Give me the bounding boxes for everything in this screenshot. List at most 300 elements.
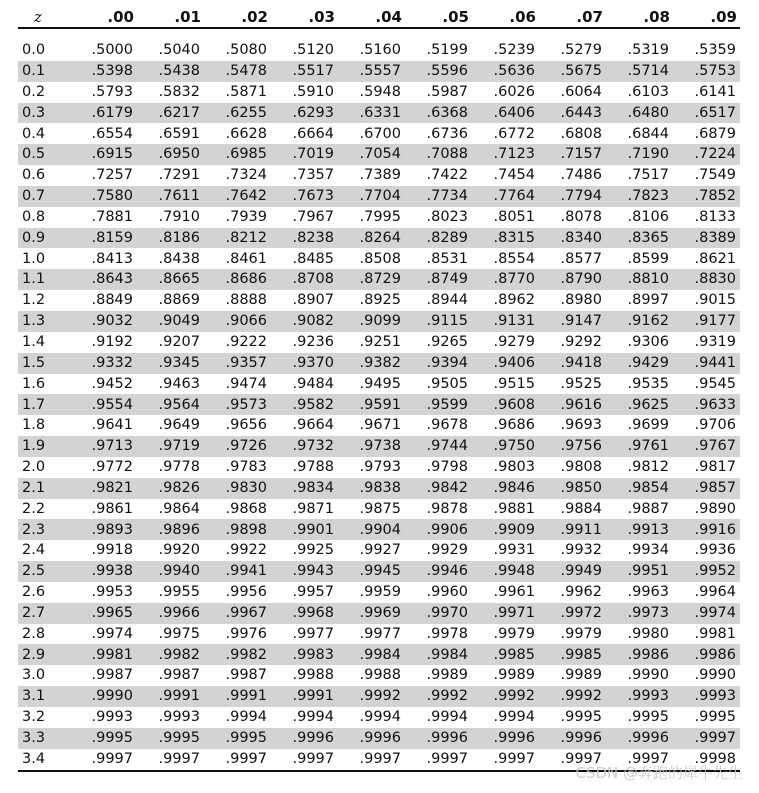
probability-cell: .7088 (405, 144, 472, 165)
table-row (18, 165, 740, 186)
table-row (18, 186, 740, 207)
probability-cell: .5279 (560, 42, 602, 59)
probability-cell: .9996 (472, 728, 539, 749)
probability-cell: .9767 (673, 436, 740, 457)
probability-cell: .8531 (426, 250, 468, 267)
table-row (18, 394, 740, 415)
probability-cell: .8770 (472, 269, 539, 290)
probability-cell: .9997 (539, 749, 606, 771)
probability-cell: .9591 (338, 394, 405, 415)
z-value-cell: 3.0 (22, 667, 46, 684)
probability-cell: .8944 (426, 292, 468, 309)
probability-cell: .9032 (70, 311, 137, 332)
probability-cell: .8264 (338, 228, 405, 249)
probability-cell: .8023 (426, 208, 468, 225)
probability-cell: .9943 (271, 561, 338, 582)
probability-cell: .9798 (426, 459, 468, 476)
probability-cell: .9971 (472, 603, 539, 624)
table-row (18, 540, 740, 561)
probability-cell: .9909 (472, 519, 539, 540)
probability-cell: .9850 (539, 478, 606, 499)
probability-cell: .9608 (472, 394, 539, 415)
table-row (18, 248, 740, 269)
probability-cell: .9997 (70, 749, 137, 771)
probability-cell: .9997 (405, 749, 472, 771)
probability-cell: .9505 (426, 375, 468, 392)
z-value-cell: 3.3 (18, 728, 70, 749)
probability-cell: .8340 (539, 228, 606, 249)
probability-cell: .7852 (673, 186, 740, 207)
probability-cell: .9931 (493, 542, 535, 559)
probability-cell: .6406 (472, 103, 539, 124)
probability-cell: .6628 (225, 125, 267, 142)
probability-cell: .9706 (694, 417, 736, 434)
probability-cell: .9147 (539, 311, 606, 332)
z-value-cell: 2.5 (18, 561, 70, 582)
probability-cell: .9978 (426, 625, 468, 642)
probability-cell: .9991 (204, 686, 271, 707)
probability-cell: .7357 (292, 167, 334, 184)
probability-cell: .9963 (627, 584, 669, 601)
probability-cell: .8643 (70, 269, 137, 290)
probability-cell: .5120 (292, 42, 334, 59)
probability-cell: .9996 (271, 728, 338, 749)
probability-cell: .9738 (338, 436, 405, 457)
table-row (18, 269, 740, 290)
probability-cell: .9783 (225, 459, 267, 476)
probability-cell: .9992 (539, 686, 606, 707)
z-value-cell: 1.5 (18, 353, 70, 374)
probability-cell: .9979 (560, 625, 602, 642)
probability-cell: .9162 (606, 311, 673, 332)
probability-cell: .8810 (606, 269, 673, 290)
column-header: .05 (405, 7, 472, 28)
table-row (18, 582, 740, 603)
z-value-cell: 3.2 (22, 709, 46, 726)
probability-cell: .9732 (271, 436, 338, 457)
probability-cell: .9236 (292, 333, 334, 350)
probability-cell: .8508 (359, 250, 401, 267)
table-row (18, 457, 740, 478)
z-value-cell: 2.2 (22, 500, 46, 517)
probability-cell: .5359 (694, 42, 736, 59)
probability-cell: .9911 (539, 519, 606, 540)
probability-cell: .9251 (359, 333, 401, 350)
z-value-cell: 3.1 (18, 686, 70, 707)
probability-cell: .9984 (338, 644, 405, 665)
probability-cell: .9982 (137, 644, 204, 665)
probability-cell: .7054 (338, 144, 405, 165)
probability-cell: .9750 (472, 436, 539, 457)
probability-cell: .5398 (70, 61, 137, 82)
probability-cell: .9726 (204, 436, 271, 457)
probability-cell: .9332 (70, 353, 137, 374)
probability-cell: .7939 (225, 208, 267, 225)
z-value-cell: 0.4 (22, 125, 46, 142)
probability-cell: .9997 (673, 728, 740, 749)
table-row (18, 374, 740, 395)
probability-cell: .9977 (292, 625, 334, 642)
z-value-cell: 1.6 (22, 375, 46, 392)
probability-cell: .9986 (606, 644, 673, 665)
table-row (18, 728, 740, 749)
probability-cell: .9345 (137, 353, 204, 374)
probability-cell: .9951 (606, 561, 673, 582)
probability-cell: .9686 (493, 417, 535, 434)
probability-cell: .9854 (606, 478, 673, 499)
probability-cell: .8925 (359, 292, 401, 309)
probability-cell: .9973 (606, 603, 673, 624)
probability-cell: .9370 (271, 353, 338, 374)
probability-cell: .9793 (359, 459, 401, 476)
probability-cell: .9982 (204, 644, 271, 665)
probability-cell: .9756 (539, 436, 606, 457)
probability-cell: .9986 (673, 644, 740, 665)
probability-cell: .9904 (338, 519, 405, 540)
probability-cell: .9898 (204, 519, 271, 540)
probability-cell: .9997 (271, 749, 338, 771)
probability-cell: .8078 (560, 208, 602, 225)
probability-cell: .5753 (673, 61, 740, 82)
probability-cell: .9962 (560, 584, 602, 601)
probability-cell: .6554 (91, 125, 133, 142)
probability-cell: .9994 (426, 709, 468, 726)
probability-cell: .9983 (271, 644, 338, 665)
z-value-cell: 2.4 (22, 542, 46, 559)
probability-cell: .9846 (472, 478, 539, 499)
z-value-cell: 2.8 (22, 625, 46, 642)
probability-cell: .9821 (70, 478, 137, 499)
probability-cell: .9406 (472, 353, 539, 374)
probability-cell: .8238 (271, 228, 338, 249)
z-value-cell: 0.6 (22, 167, 46, 184)
probability-cell: .8980 (560, 292, 602, 309)
probability-cell: .5793 (91, 83, 133, 100)
probability-cell: .9993 (91, 709, 133, 726)
probability-cell: .9988 (359, 667, 401, 684)
probability-cell: .9987 (91, 667, 133, 684)
probability-cell: .9207 (158, 333, 200, 350)
probability-cell: .9664 (292, 417, 334, 434)
probability-cell: .8485 (292, 250, 334, 267)
z-value-cell: 2.9 (18, 644, 70, 665)
probability-cell: .9319 (694, 333, 736, 350)
probability-cell: .5596 (405, 61, 472, 82)
table-row (18, 103, 740, 124)
probability-cell: .9925 (292, 542, 334, 559)
probability-cell: .5832 (158, 83, 200, 100)
table-row (18, 436, 740, 457)
probability-cell: .9981 (694, 625, 736, 642)
probability-cell: .9868 (225, 500, 267, 517)
probability-cell: .9918 (91, 542, 133, 559)
probability-cell: .9671 (359, 417, 401, 434)
probability-cell: .9991 (271, 686, 338, 707)
probability-cell: .9808 (560, 459, 602, 476)
probability-cell: .7224 (673, 144, 740, 165)
probability-cell: .6255 (204, 103, 271, 124)
z-value-cell: 2.7 (18, 603, 70, 624)
probability-cell: .9817 (694, 459, 736, 476)
probability-cell: .9985 (539, 644, 606, 665)
probability-cell: .9495 (359, 375, 401, 392)
probability-cell: .9993 (673, 686, 740, 707)
z-value-cell: 1.8 (22, 417, 46, 434)
probability-cell: .7257 (91, 167, 133, 184)
probability-cell: .9306 (627, 333, 669, 350)
probability-cell: .7995 (359, 208, 401, 225)
probability-cell: .9964 (694, 584, 736, 601)
z-value-cell: 0.3 (18, 103, 70, 124)
probability-cell: .6915 (70, 144, 137, 165)
probability-cell: .7967 (292, 208, 334, 225)
probability-cell: .6736 (426, 125, 468, 142)
probability-cell: .9803 (493, 459, 535, 476)
probability-cell: .5636 (472, 61, 539, 82)
probability-cell: .9993 (158, 709, 200, 726)
probability-cell: .9830 (204, 478, 271, 499)
probability-cell: .9625 (606, 394, 673, 415)
probability-cell: .6985 (204, 144, 271, 165)
probability-cell: .9699 (627, 417, 669, 434)
probability-cell: .8315 (472, 228, 539, 249)
z-value-cell: 2.0 (22, 459, 46, 476)
probability-cell: .9222 (225, 333, 267, 350)
column-header: .06 (472, 7, 539, 28)
probability-cell: .9441 (673, 353, 740, 374)
probability-cell: .9066 (204, 311, 271, 332)
probability-cell: .6808 (560, 125, 602, 142)
probability-cell: .9995 (694, 709, 736, 726)
z-value-cell: 0.1 (18, 61, 70, 82)
probability-cell: .7881 (91, 208, 133, 225)
table-row (18, 415, 740, 436)
probability-cell: .9995 (560, 709, 602, 726)
z-value-cell: 1.1 (18, 269, 70, 290)
probability-cell: .9082 (271, 311, 338, 332)
probability-cell: .7324 (225, 167, 267, 184)
probability-cell: .7486 (560, 167, 602, 184)
z-value-cell: 1.4 (22, 333, 46, 350)
probability-cell: .9861 (91, 500, 133, 517)
probability-cell: .9955 (158, 584, 200, 601)
probability-cell: .9881 (493, 500, 535, 517)
probability-cell: .7517 (627, 167, 669, 184)
probability-cell: .9941 (204, 561, 271, 582)
z-value-cell: 3.4 (18, 749, 70, 771)
probability-cell: .9641 (91, 417, 133, 434)
probability-cell: .5319 (627, 42, 669, 59)
probability-cell: .9997 (338, 749, 405, 771)
table-row (18, 82, 740, 103)
probability-cell: .9713 (70, 436, 137, 457)
probability-cell: .8159 (70, 228, 137, 249)
probability-cell: .8997 (627, 292, 669, 309)
probability-cell: .7157 (539, 144, 606, 165)
probability-cell: .5987 (426, 83, 468, 100)
probability-cell: .7910 (158, 208, 200, 225)
probability-cell: .9995 (627, 709, 669, 726)
probability-cell: .9599 (405, 394, 472, 415)
table-row (18, 561, 740, 582)
probability-cell: .9990 (70, 686, 137, 707)
probability-cell: .9463 (158, 375, 200, 392)
probability-cell: .9778 (158, 459, 200, 476)
z-value-cell: 2.6 (22, 584, 46, 601)
column-header: .04 (338, 7, 405, 28)
probability-cell: .9936 (694, 542, 736, 559)
z-value-cell: 2.3 (18, 519, 70, 540)
probability-cell: .9985 (472, 644, 539, 665)
z-value-cell: 0.9 (18, 228, 70, 249)
probability-cell: .9957 (292, 584, 334, 601)
z-value-cell: 1.7 (18, 394, 70, 415)
z-table-header (18, 7, 740, 28)
probability-cell: .8212 (204, 228, 271, 249)
probability-cell: .8749 (405, 269, 472, 290)
column-header: .08 (606, 7, 673, 28)
probability-cell: .9834 (271, 478, 338, 499)
probability-cell: .9996 (338, 728, 405, 749)
probability-cell: .9693 (560, 417, 602, 434)
probability-cell: .8962 (493, 292, 535, 309)
probability-cell: .9099 (338, 311, 405, 332)
probability-cell: .9896 (137, 519, 204, 540)
column-header: .00 (70, 7, 137, 28)
probability-cell: .9927 (359, 542, 401, 559)
table-row (18, 311, 740, 332)
probability-cell: .9977 (359, 625, 401, 642)
probability-cell: .9788 (292, 459, 334, 476)
probability-cell: .9987 (225, 667, 267, 684)
z-table-body (18, 28, 740, 771)
probability-cell: .9974 (91, 625, 133, 642)
z-value-cell: 1.0 (22, 250, 46, 267)
table-row (18, 144, 740, 165)
z-table (18, 7, 740, 772)
probability-cell: .9920 (158, 542, 200, 559)
probability-cell: .9049 (137, 311, 204, 332)
probability-cell: .9998 (673, 749, 740, 771)
probability-cell: .6141 (694, 83, 736, 100)
probability-cell: .9976 (225, 625, 267, 642)
probability-cell: .7291 (158, 167, 200, 184)
probability-cell: .9960 (426, 584, 468, 601)
probability-cell: .9922 (225, 542, 267, 559)
probability-cell: .5160 (359, 42, 401, 59)
probability-cell: .5239 (493, 42, 535, 59)
probability-cell: .9633 (673, 394, 740, 415)
probability-cell: .6879 (694, 125, 736, 142)
probability-cell: .6591 (158, 125, 200, 142)
probability-cell: .9573 (204, 394, 271, 415)
probability-cell: .9997 (204, 749, 271, 771)
probability-cell: .9997 (606, 749, 673, 771)
probability-cell: .9545 (694, 375, 736, 392)
probability-cell: .5871 (225, 83, 267, 100)
probability-cell: .9968 (271, 603, 338, 624)
probability-cell: .9949 (539, 561, 606, 582)
probability-cell: .6368 (405, 103, 472, 124)
probability-cell: .6664 (292, 125, 334, 142)
column-header: .07 (539, 7, 606, 28)
probability-cell: .7422 (426, 167, 468, 184)
probability-cell: .9864 (158, 500, 200, 517)
probability-cell: .9564 (137, 394, 204, 415)
probability-cell: .7019 (271, 144, 338, 165)
probability-cell: .9875 (359, 500, 401, 517)
probability-cell: .9990 (627, 667, 669, 684)
probability-cell: .8686 (204, 269, 271, 290)
probability-cell: .9934 (627, 542, 669, 559)
probability-cell: .9357 (204, 353, 271, 374)
probability-cell: .8577 (560, 250, 602, 267)
probability-cell: .8186 (137, 228, 204, 249)
probability-cell: .9884 (560, 500, 602, 517)
probability-cell: .9961 (493, 584, 535, 601)
probability-cell: .9981 (70, 644, 137, 665)
probability-cell: .9970 (405, 603, 472, 624)
probability-cell: .9649 (158, 417, 200, 434)
probability-cell: .6443 (539, 103, 606, 124)
table-row (18, 123, 740, 144)
probability-cell: .9989 (426, 667, 468, 684)
table-row (18, 40, 740, 61)
probability-cell: .7823 (606, 186, 673, 207)
probability-cell: .9890 (694, 500, 736, 517)
z-value-cell: 0.0 (22, 42, 46, 59)
probability-cell: .9842 (405, 478, 472, 499)
probability-cell: .8708 (271, 269, 338, 290)
probability-cell: .9994 (493, 709, 535, 726)
probability-cell: .9265 (426, 333, 468, 350)
probability-cell: .6217 (137, 103, 204, 124)
probability-cell: .9992 (472, 686, 539, 707)
probability-cell: .9956 (225, 584, 267, 601)
z-value-cell: 1.3 (18, 311, 70, 332)
probability-cell: .7454 (493, 167, 535, 184)
probability-cell: .9279 (493, 333, 535, 350)
probability-cell: .9940 (137, 561, 204, 582)
z-value-cell: 1.9 (18, 436, 70, 457)
probability-cell: .9838 (338, 478, 405, 499)
probability-cell: .9452 (91, 375, 133, 392)
probability-cell: .9913 (606, 519, 673, 540)
table-row (18, 61, 740, 82)
probability-cell: .9974 (673, 603, 740, 624)
probability-cell: .9893 (70, 519, 137, 540)
probability-cell: .8461 (225, 250, 267, 267)
probability-cell: .9938 (70, 561, 137, 582)
probability-cell: .9972 (539, 603, 606, 624)
probability-cell: .9997 (137, 749, 204, 771)
z-value-cell: 2.1 (18, 478, 70, 499)
probability-cell: .9984 (405, 644, 472, 665)
probability-cell: .9948 (472, 561, 539, 582)
probability-cell: .9394 (405, 353, 472, 374)
probability-cell: .9812 (627, 459, 669, 476)
probability-cell: .9997 (472, 749, 539, 771)
probability-cell: .9906 (405, 519, 472, 540)
probability-cell: .6026 (493, 83, 535, 100)
probability-cell: .7764 (472, 186, 539, 207)
probability-cell: .8665 (137, 269, 204, 290)
probability-cell: .9995 (204, 728, 271, 749)
probability-cell: .9871 (292, 500, 334, 517)
probability-cell: .6103 (627, 83, 669, 100)
probability-cell: .6772 (493, 125, 535, 142)
probability-cell: .9975 (158, 625, 200, 642)
